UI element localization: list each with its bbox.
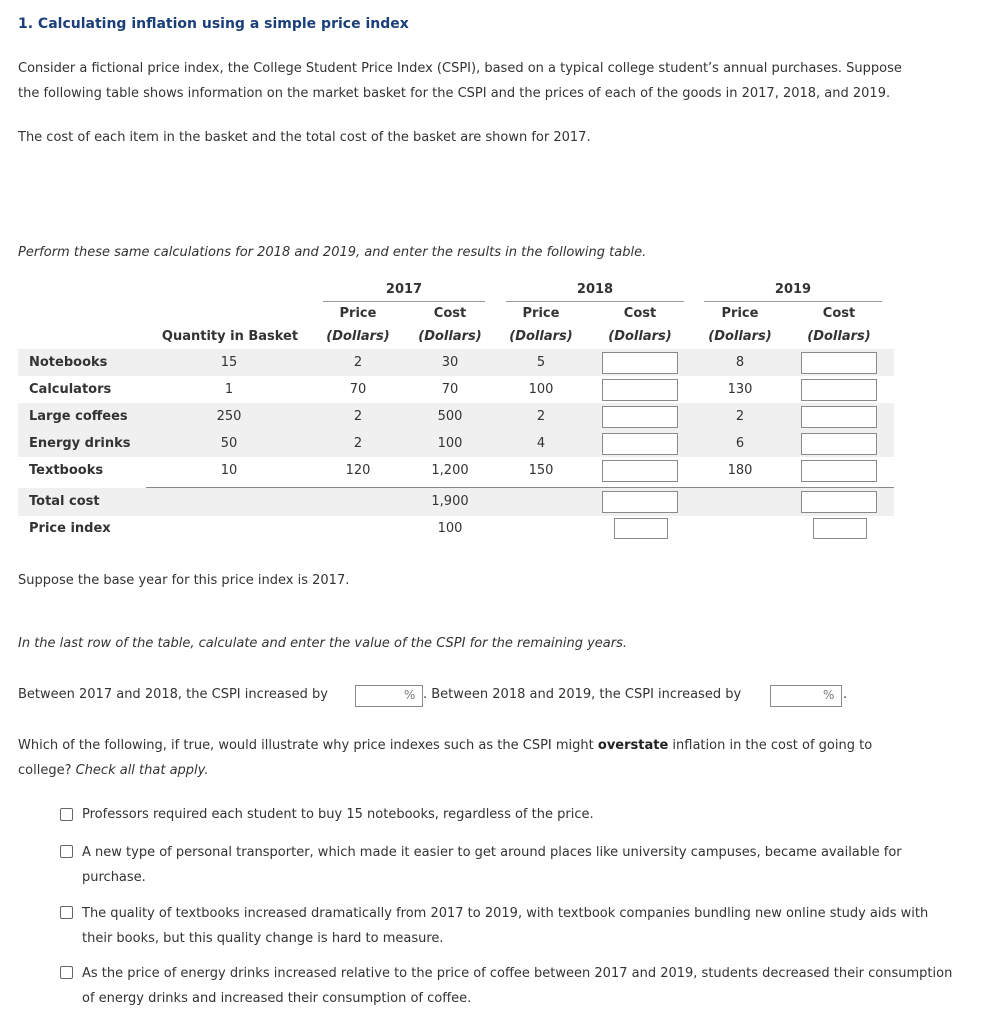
qty-calculators: 1 [224,382,234,397]
price2017-calculators: 70 [349,382,367,397]
question-text-a: Which of the following, if true, would illustrate why price indexes such as the CSPI might [18,738,598,753]
cost-header-2019: Cost [822,306,856,321]
intro-line-2: the following table shows information on the market basket for the CSPI and the prices of each of the goods in 2017, 2018, and 2019. [18,86,891,101]
base-year-note: Suppose the base year for this price index is 2017. [18,573,350,588]
unit-header-cost-2017: (Dollars) [418,329,482,344]
year-2018-header: 2018 [576,282,614,297]
option-1-checkbox[interactable] [60,808,73,821]
question-line-1 [18,734,872,759]
year-2019-header: 2019 [774,282,812,297]
option-2-checkbox[interactable] [60,845,73,858]
price2017-notebooks: 2 [353,355,363,370]
cost2017-energy-drinks: 100 [437,436,463,451]
cost2017-textbooks: 1,200 [431,463,469,478]
year-2017-header: 2017 [385,282,423,297]
price2019-energy-drinks: 6 [735,436,745,451]
cost-header-2017: Cost [433,306,467,321]
cost2018-large-coffees-input[interactable] [602,406,678,428]
row-label-energy-drinks: Energy drinks [29,436,131,451]
qty-large-coffees: 250 [216,409,242,424]
unit-header-price-2018: (Dollars) [509,329,573,344]
option-3-checkbox[interactable] [60,906,73,919]
price-header-2017: Price [339,306,377,321]
option-4-text: As the price of energy drinks increased relative to the price of coffee between 2017 and 2019, students decreased their consumption of energy drinks and increased their consumption of coffee. [82,966,953,1006]
unit-header-cost-2018: (Dollars) [608,329,672,344]
option-4-checkbox[interactable] [60,966,73,979]
price-index-2019-input[interactable] [813,518,867,539]
price2019-calculators: 130 [727,382,753,397]
price2017-large-coffees: 2 [353,409,363,424]
quantity-header: Quantity in Basket [161,329,299,344]
subtotal-rule [146,487,894,488]
price2018-energy-drinks: 4 [536,436,546,451]
question-bold: overstate [597,738,669,753]
question-italic: Check all that apply. [75,763,209,778]
price-header-2018: Price [522,306,560,321]
cost2017-large-coffees: 500 [437,409,463,424]
cost2019-energy-drinks-input[interactable] [801,433,877,455]
qty-notebooks: 15 [220,355,238,370]
intro-line-1: Consider a fictional price index, the College Student Price Index (CSPI), based on a typical college student’s annual purchases. Suppose [18,61,902,76]
total-cost-2018-input[interactable] [602,491,678,513]
price-index-2018-input[interactable] [614,518,668,539]
year-2018-underline [506,301,684,302]
cost2018-notebooks-input[interactable] [602,352,678,374]
pct-text-1: Between 2017 and 2018, the CSPI increased by [18,687,328,702]
price2019-textbooks: 180 [727,463,753,478]
unit-header-price-2017: (Dollars) [326,329,390,344]
row-label-notebooks: Notebooks [29,355,108,370]
cost2018-energy-drinks-input[interactable] [602,433,678,455]
last-row-note: In the last row of the table, calculate and enter the value of the CSPI for the remaining years. [18,636,628,651]
cost2017-notebooks: 30 [441,355,459,370]
price2018-large-coffees: 2 [536,409,546,424]
question-text-b: inflation in the cost of going to [668,738,873,753]
question-line-2 [18,759,209,784]
cost2019-notebooks-input[interactable] [801,352,877,374]
cost-header-2018: Cost [623,306,657,321]
row-label-calculators: Calculators [29,382,112,397]
question-text-c: college? [18,763,76,778]
year-2017-underline [323,301,485,302]
row-label-textbooks: Textbooks [29,463,104,478]
price2018-textbooks: 150 [528,463,554,478]
cost2019-large-coffees-input[interactable] [801,406,877,428]
price2018-notebooks: 5 [536,355,546,370]
pct-text-3: . [843,687,848,702]
price2017-textbooks: 120 [345,463,371,478]
unit-header-cost-2019: (Dollars) [807,329,871,344]
row-label-large-coffees: Large coffees [29,409,128,424]
cost2018-textbooks-input[interactable] [602,460,678,482]
price2019-large-coffees: 2 [735,409,745,424]
cost2018-calculators-input[interactable] [602,379,678,401]
percent-sign-1: % [404,688,416,702]
total-cost-2017: 1,900 [431,494,469,509]
row-label-total-cost: Total cost [29,494,100,509]
row-label-price-index: Price index [29,521,111,536]
cost2019-textbooks-input[interactable] [801,460,877,482]
option-3-text: The quality of textbooks increased dramatically from 2017 to 2019, with textbook companies bundling new online study aids with their books, but this quality change is hard to measure. [82,906,929,946]
total-cost-2019-input[interactable] [801,491,877,513]
perform-note: Perform these same calculations for 2018 and 2019, and enter the results in the following table. [18,245,647,260]
option-2-text: A new type of personal transporter, which made it easier to get around places like university campuses, became available for purchase. [82,845,902,885]
price2019-notebooks: 8 [735,355,745,370]
price2018-calculators: 100 [528,382,554,397]
cost2017-calculators: 70 [441,382,459,397]
cost2019-calculators-input[interactable] [801,379,877,401]
qty-energy-drinks: 50 [220,436,238,451]
qty-textbooks: 10 [220,463,238,478]
page-title: 1. Calculating inflation using a simple price index [18,16,409,32]
unit-header-price-2019: (Dollars) [708,329,772,344]
option-1-text: Professors required each student to buy 15 notebooks, regardless of the price. [82,807,594,822]
year-2019-underline [704,301,882,302]
price-header-2019: Price [721,306,759,321]
pct-text-2: . Between 2018 and 2019, the CSPI increased by [423,687,742,702]
price-index-2017: 100 [437,521,463,536]
price2017-energy-drinks: 2 [353,436,363,451]
percent-sign-2: % [823,688,835,702]
cost-note: The cost of each item in the basket and the total cost of the basket are shown for 2017. [18,130,591,145]
